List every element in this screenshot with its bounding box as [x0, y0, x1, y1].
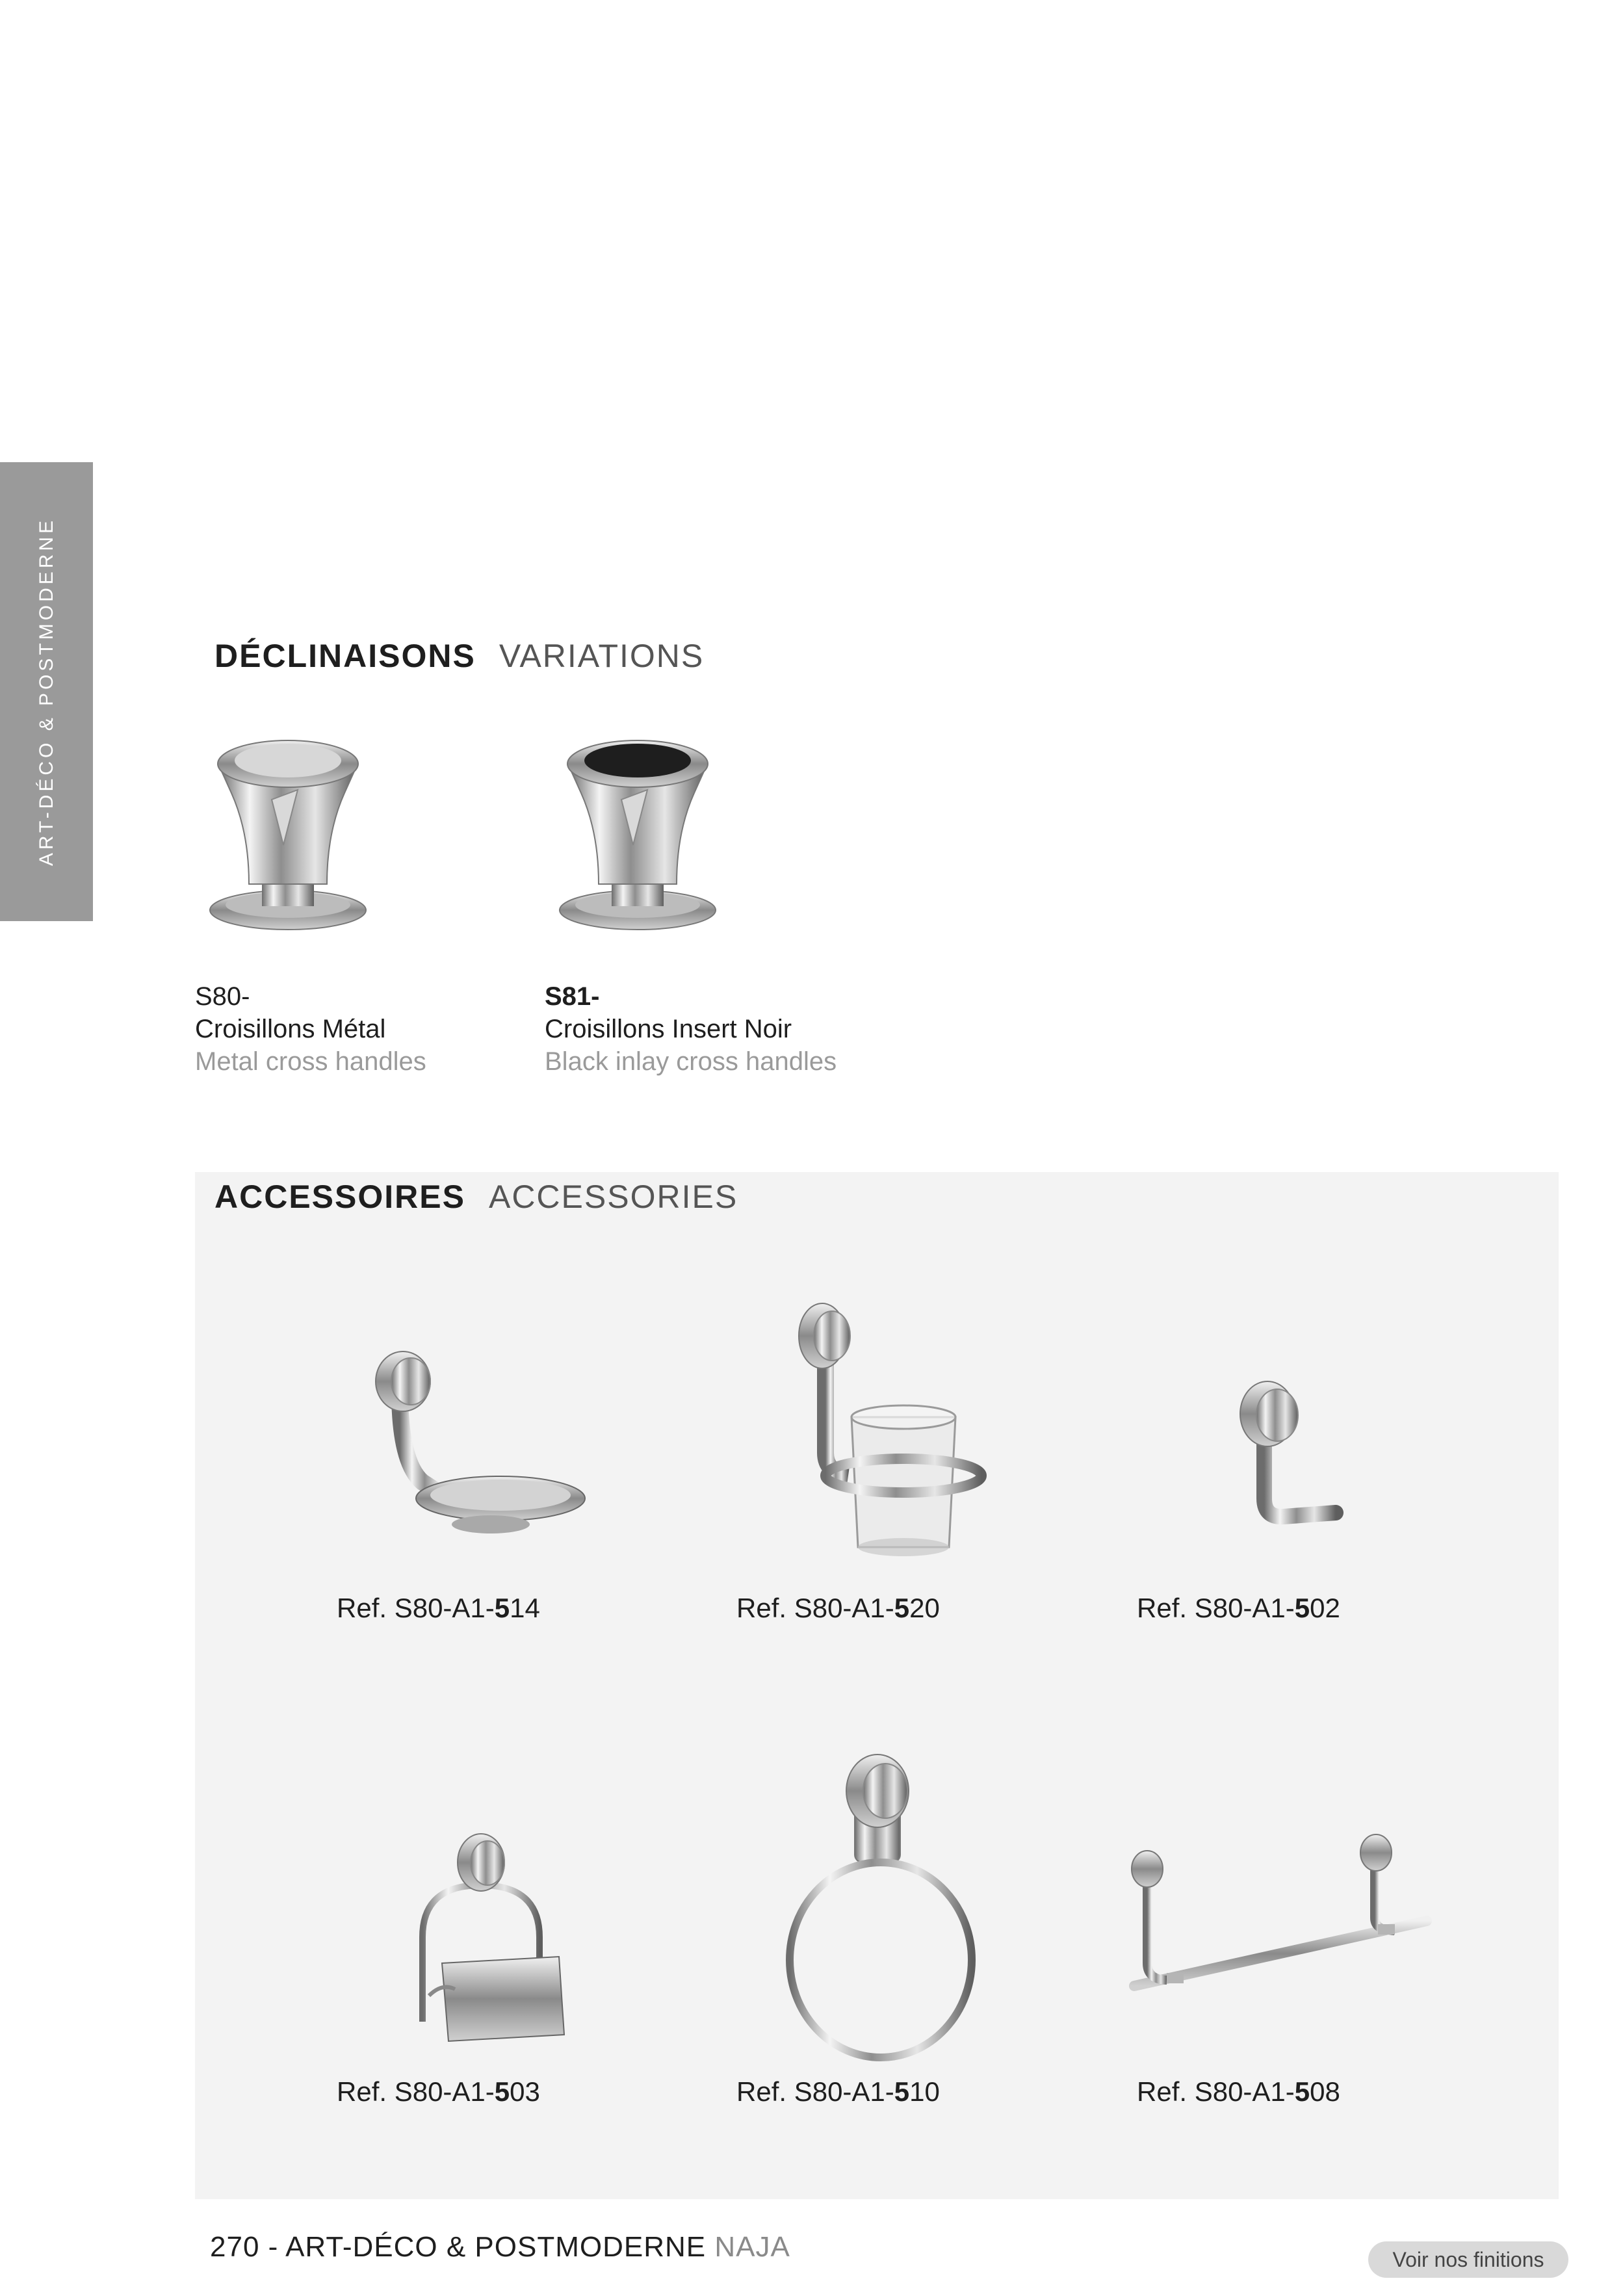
variant-s80 — [195, 980, 426, 1078]
declinaisons-heading — [214, 637, 704, 675]
soap-dish-icon — [351, 1333, 598, 1541]
ref-label: Ref. S80-A1-503 — [337, 2076, 540, 2107]
variant-code: S80- — [195, 982, 250, 1011]
variant-code: S81- — [545, 982, 600, 1011]
ref-label: Ref. S80-A1-520 — [736, 1593, 940, 1623]
side-tab — [0, 462, 93, 921]
metal-cross-handle-icon — [194, 722, 382, 943]
variant-label-fr: Croisillons Métal — [195, 1015, 386, 1043]
toilet-roll-holder-icon — [403, 1827, 572, 2061]
variant-label-fr: Croisillons Insert Noir — [545, 1015, 792, 1043]
black-inlay-cross-handle-icon — [543, 722, 732, 943]
variant-label-en: Metal cross handles — [195, 1047, 426, 1076]
side-tab-label: ART-DÉCO & POSTMODERNE — [35, 517, 57, 867]
accessoires-title-fr: ACCESSOIRES — [214, 1179, 465, 1215]
ref-label: Ref. S80-A1-514 — [337, 1593, 540, 1623]
ref-label: Ref. S80-A1-502 — [1137, 1593, 1340, 1623]
tumbler-holder-icon — [770, 1297, 991, 1563]
collection-name: NAJA — [714, 2231, 790, 2263]
towel-bar-icon — [1121, 1833, 1440, 2009]
variant-label-en: Black inlay cross handles — [545, 1047, 837, 1076]
declinaisons-title-fr: DÉCLINAISONS — [214, 638, 476, 674]
ref-label: Ref. S80-A1-508 — [1137, 2076, 1340, 2107]
page-footer — [210, 2231, 790, 2263]
robe-hook-icon — [1228, 1375, 1345, 1531]
page-number: 270 - ART-DÉCO & POSTMODERNE — [210, 2231, 707, 2263]
declinaisons-title-en: VARIATIONS — [499, 638, 705, 674]
accessoires-title-en: ACCESSORIES — [488, 1179, 738, 1215]
finishes-button[interactable]: Voir nos finitions — [1368, 2241, 1568, 2278]
towel-ring-icon — [780, 1752, 994, 2070]
variant-s81 — [545, 980, 837, 1078]
accessoires-heading — [214, 1178, 738, 1216]
ref-label: Ref. S80-A1-510 — [736, 2076, 940, 2107]
